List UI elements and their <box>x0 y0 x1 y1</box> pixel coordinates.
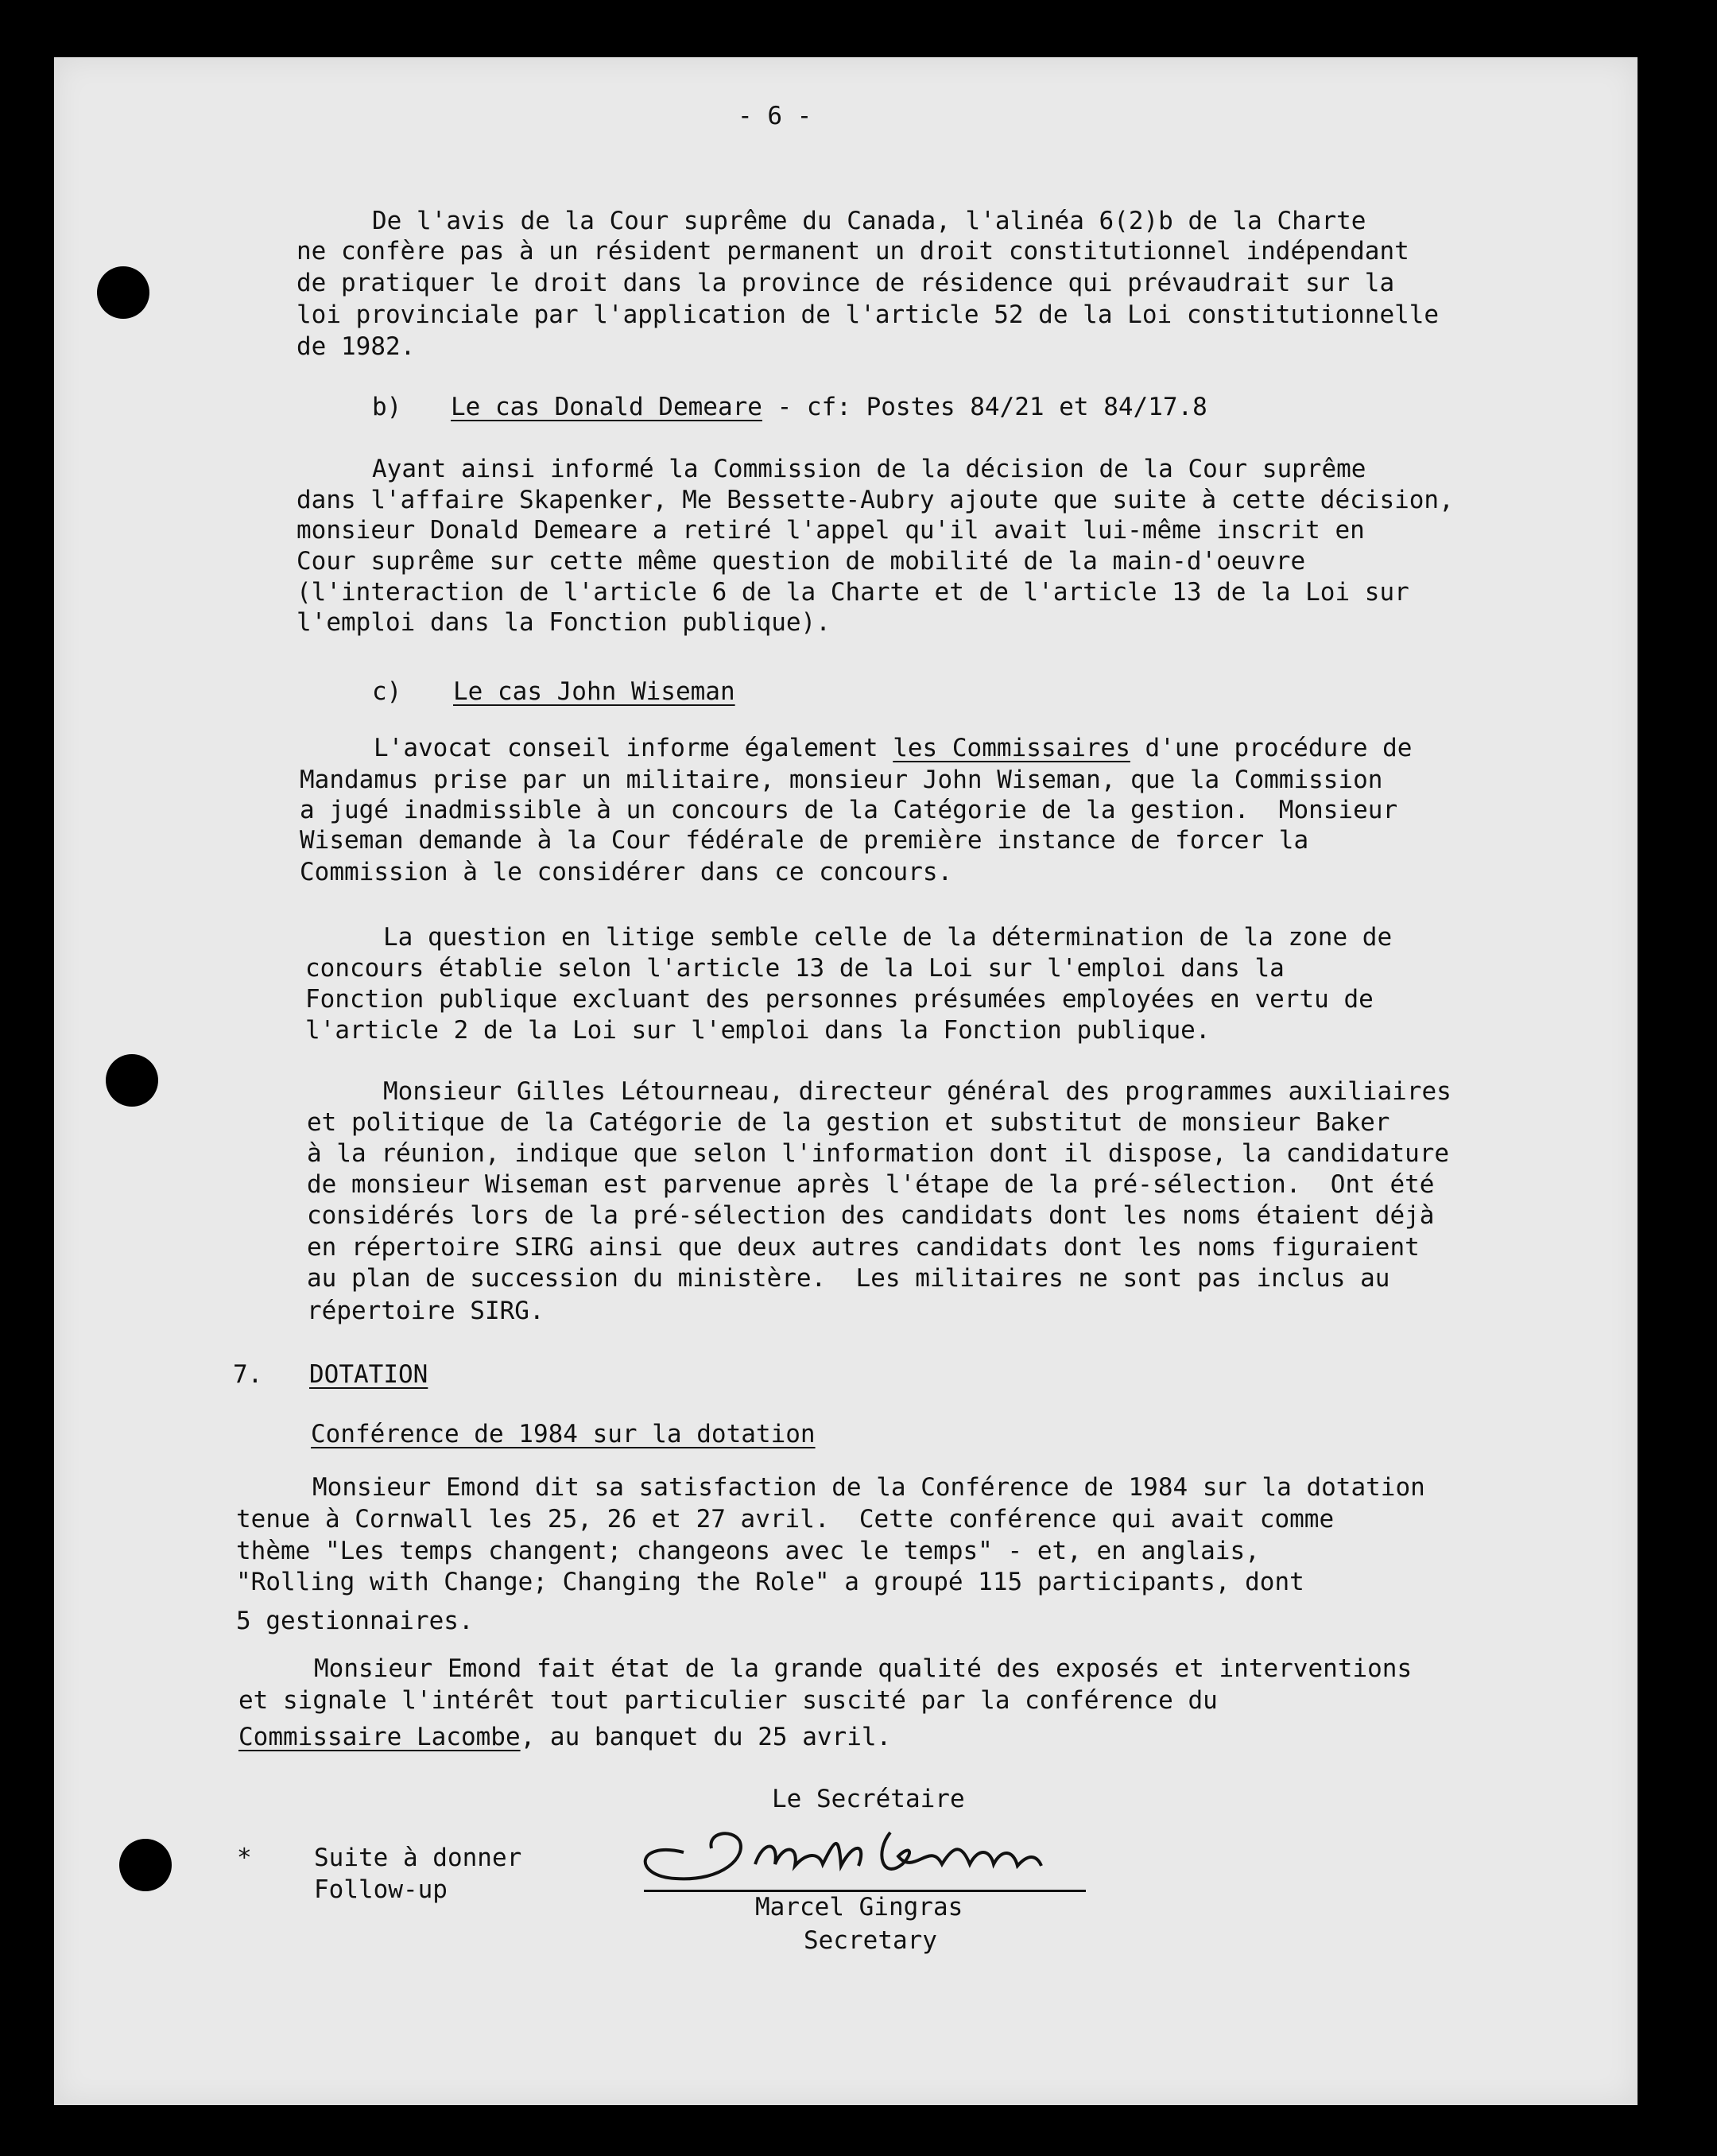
text-run: , au banquet du 25 avril. <box>520 1723 892 1751</box>
section-b-title: Le cas Donald Demeare <box>451 393 762 421</box>
paragraph-line: Commission à le considérer dans ce concours. <box>300 858 953 886</box>
follow-up-line-en: Follow-up <box>314 1875 448 1904</box>
paragraph-line: de 1982. <box>297 332 416 361</box>
section-7-subheading <box>311 1419 816 1449</box>
paragraph-line <box>238 1722 891 1752</box>
paragraph-line: a jugé inadmissible à un concours de la Catégorie de la gestion. Monsieur <box>300 796 1398 824</box>
paragraph-line: tenue à Cornwall les 25, 26 et 27 avril. Cette conférence qui avait comme <box>236 1505 1335 1534</box>
paragraph-line: Fonction publique excluant des personnes présumées employées en vertu de <box>305 985 1374 1014</box>
paragraph-line: concours établie selon l'article 13 de la Loi sur l'emploi dans la <box>305 954 1285 983</box>
paragraph-line: considérés lors de la pré-sélection des candidats dont les noms étaient déjà <box>307 1201 1435 1230</box>
paragraph-line: en répertoire SIRG ainsi que deux autres candidats dont les noms figuraient <box>307 1233 1420 1262</box>
paragraph-line: Monsieur Gilles Létourneau, directeur général des programmes auxiliaires <box>383 1077 1452 1106</box>
paragraph-line: (l'interaction de l'article 6 de la Charte et de l'article 13 de la Loi sur <box>297 578 1409 607</box>
paragraph-line: La question en litige semble celle de la détermination de la zone de <box>383 923 1393 952</box>
punch-hole-top <box>97 266 149 319</box>
handwritten-signature <box>628 1809 1073 1896</box>
underlined-commissaire-lacombe: Commissaire Lacombe <box>238 1723 521 1751</box>
paragraph-line: Monsieur Emond dit sa satisfaction de la Conférence de 1984 sur la dotation <box>312 1473 1425 1502</box>
punch-hole-bottom <box>119 1839 172 1891</box>
paragraph-line: de monsieur Wiseman est parvenue après l'étape de la pré-sélection. Ont été <box>307 1170 1435 1199</box>
signature-name: Marcel Gingras <box>755 1893 963 1921</box>
paragraph-line: monsieur Donald Demeare a retiré l'appel qu'il avait lui-même inscrit en <box>297 516 1365 545</box>
page-number: - 6 - <box>738 102 812 130</box>
paragraph-line: l'emploi dans la Fonction publique). <box>297 608 831 637</box>
paragraph-line: thème "Les temps changent; changeons avec le temps" - et, en anglais, <box>236 1537 1260 1565</box>
underlined-commissaires: les Commissaires <box>893 734 1130 762</box>
section-7-subtitle: Conférence de 1984 sur la dotation <box>311 1420 816 1448</box>
paragraph-line: "Rolling with Change; Changing the Role" a groupé 115 participants, dont <box>236 1568 1304 1596</box>
section-b-heading <box>451 392 1207 422</box>
follow-up-line-fr: Suite à donner <box>314 1844 522 1872</box>
paragraph-line: l'article 2 de la Loi sur l'emploi dans la Fonction publique. <box>305 1016 1211 1045</box>
section-7-number: 7. <box>233 1360 263 1389</box>
paragraph-line: de pratiquer le droit dans la province de résidence qui prévaudrait sur la <box>297 269 1395 297</box>
paragraph-line: De l'avis de la Cour suprême du Canada, l'alinéa 6(2)b de la Charte <box>372 207 1366 235</box>
section-b-marker: b) <box>372 393 402 421</box>
signature-title-fr: Le Secrétaire <box>772 1785 965 1813</box>
paragraph-line: Monsieur Emond fait état de la grande qualité des exposés et interventions <box>314 1654 1413 1683</box>
section-7-title: DOTATION <box>309 1360 428 1389</box>
paragraph-line <box>374 733 1412 763</box>
paragraph-line: répertoire SIRG. <box>307 1297 545 1325</box>
paragraph-line: et politique de la Catégorie de la gestion et substitut de monsieur Baker <box>307 1108 1390 1137</box>
paragraph-line: ne confère pas à un résident permanent un droit constitutionnel indépendant <box>297 237 1409 266</box>
punch-hole-middle <box>106 1054 158 1107</box>
paragraph-line: à la réunion, indique que selon l'information dont il dispose, la candidature <box>307 1139 1450 1168</box>
follow-up-asterisk: * <box>237 1844 252 1872</box>
paragraph-line: et signale l'intérêt tout particulier suscité par la conférence du <box>238 1686 1218 1715</box>
section-b-reference: - cf: Postes 84/21 et 84/17.8 <box>762 393 1207 421</box>
section-c-marker: c) <box>372 677 402 706</box>
paragraph-line: 5 gestionnaires. <box>236 1607 474 1635</box>
paragraph-line: dans l'affaire Skapenker, Me Bessette-Aubry ajoute que suite à cette décision, <box>297 486 1454 514</box>
paragraph-line: Mandamus prise par un militaire, monsieur John Wiseman, que la Commission <box>300 766 1383 794</box>
paragraph-line: Cour suprême sur cette même question de mobilité de la main-d'oeuvre <box>297 547 1306 576</box>
paragraph-line: au plan de succession du ministère. Les militaires ne sont pas inclus au <box>307 1264 1390 1293</box>
paragraph-line: loi provinciale par l'application de l'article 52 de la Loi constitutionnelle <box>297 301 1440 329</box>
paragraph-line: Ayant ainsi informé la Commission de la décision de la Cour suprême <box>372 455 1366 483</box>
paragraph-line: Wiseman demande à la Cour fédérale de première instance de forcer la <box>300 826 1309 855</box>
section-c-title: Le cas John Wiseman <box>453 677 735 706</box>
signature-title-en: Secretary <box>804 1926 937 1955</box>
section-7-heading <box>309 1359 428 1390</box>
section-c-heading <box>453 677 735 707</box>
text-run: d'une procédure de <box>1130 734 1413 762</box>
text-run: L'avocat conseil informe également <box>374 734 893 762</box>
